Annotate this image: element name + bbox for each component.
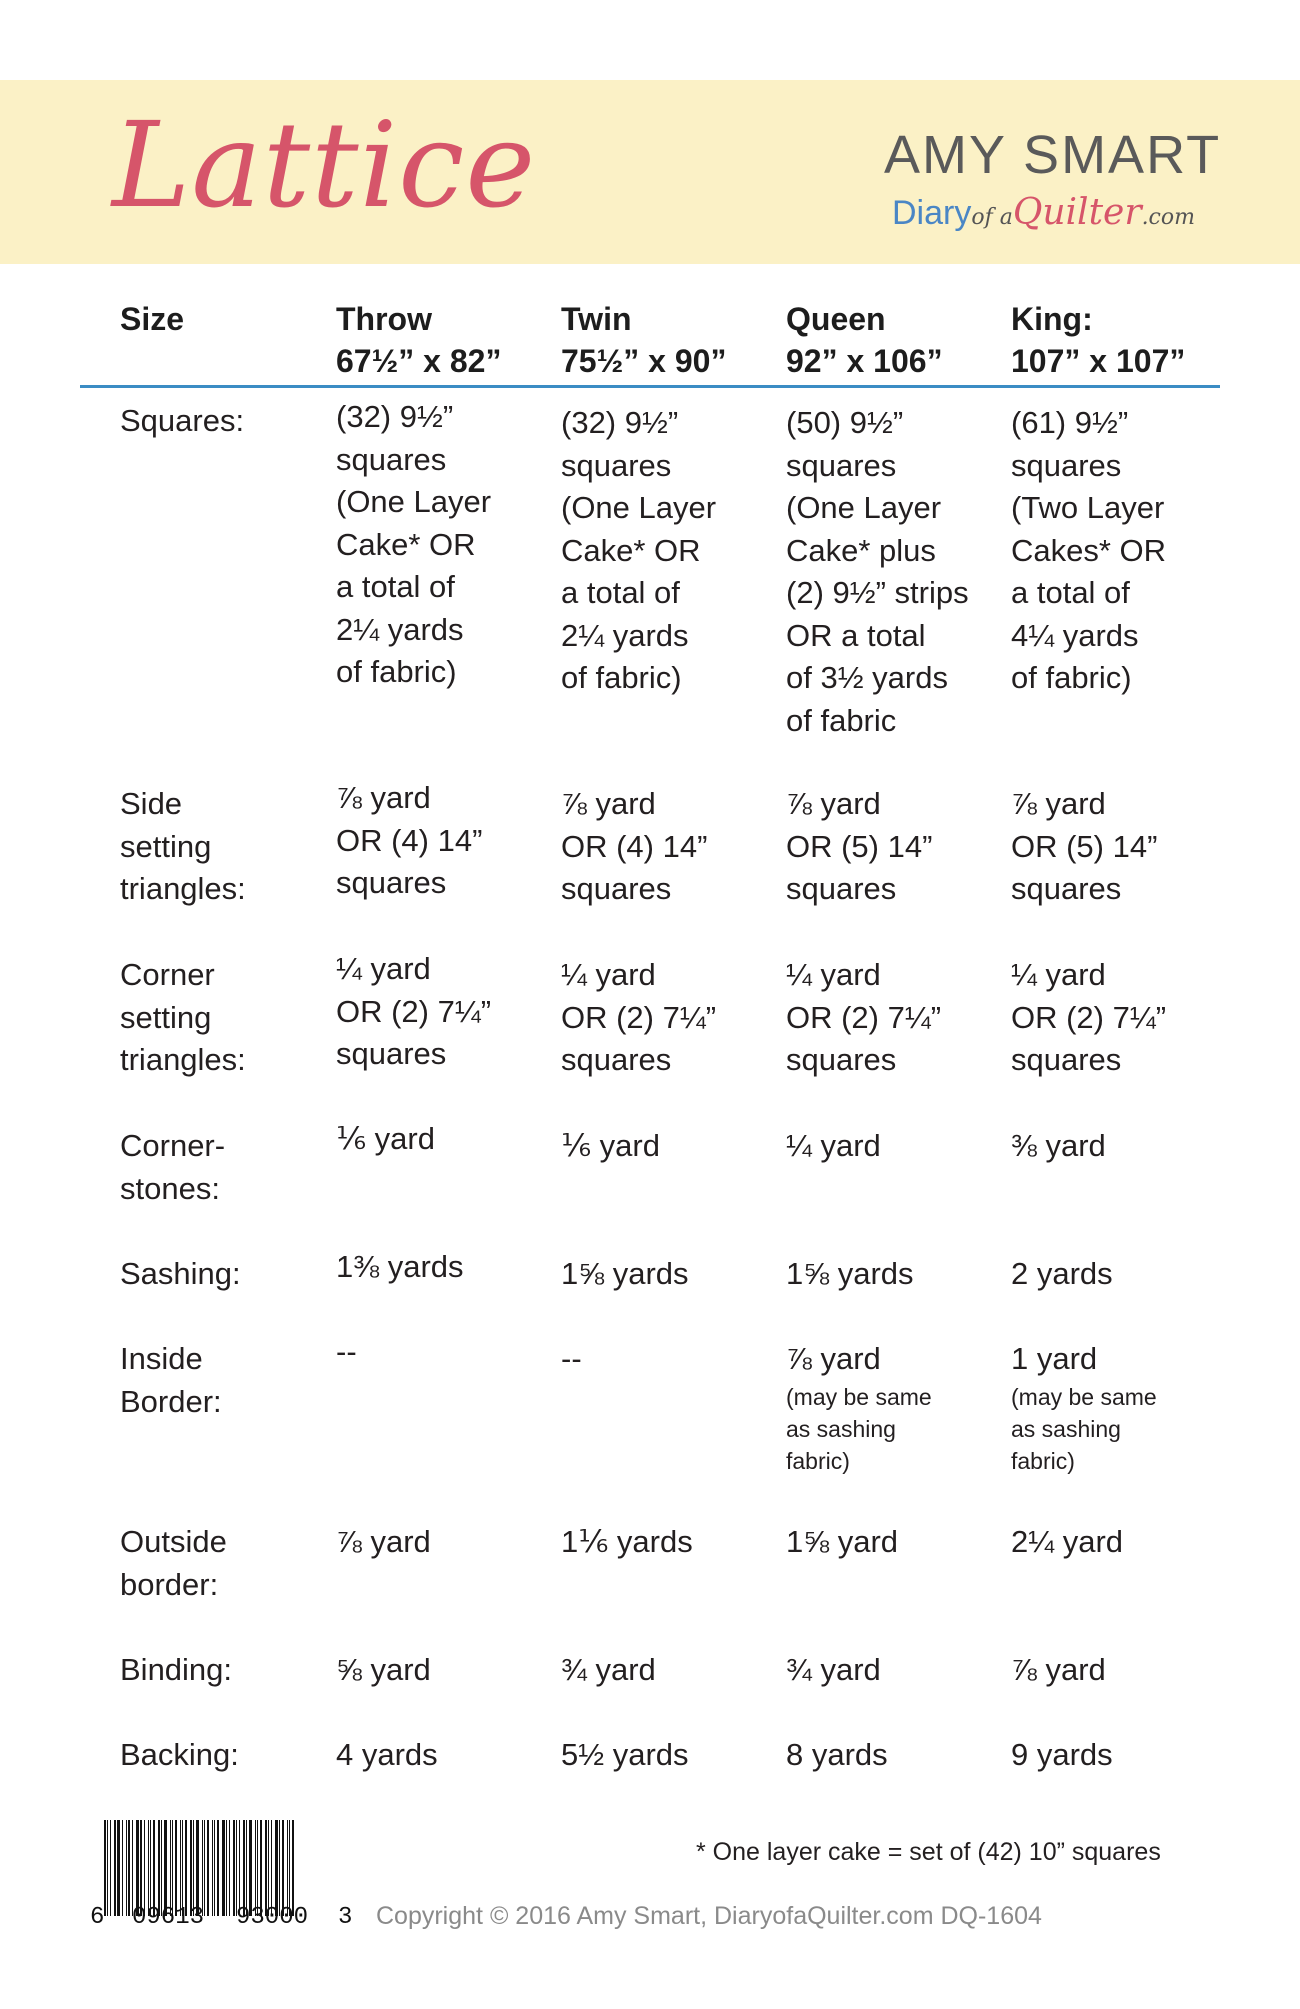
row-label-inside-border: Inside Border: [120,1341,222,1419]
barcode-bar [193,1820,194,1916]
column-name: Throw [336,301,432,337]
barcode-bar [271,1820,272,1916]
row-label-backing: Backing: [120,1737,239,1772]
barcode-bar [229,1820,230,1916]
barcode-bar [172,1820,173,1916]
barcode-bar [239,1820,240,1916]
cell-note: (may be same as sashing fabric) [1011,1383,1157,1474]
column-dims: 92” x 106” [786,343,943,379]
brand-site-ofa: of a [971,205,1013,230]
barcode-bar [182,1820,183,1916]
cell-inside-king [1011,1338,1226,1477]
row-label-corner-setting-triangles: Corner setting triangles: [120,957,246,1077]
cell-backing-queen: 8 yards [786,1737,888,1772]
column-name: Twin [561,301,632,337]
barcode-bar [268,1820,269,1916]
cell-side-throw: ⅞ yard OR (4) 14” squares [336,780,483,900]
cell-squares-throw: (32) 9½” squares (One Layer Cake* OR a total of 2¼ yards of fabric) [336,399,492,689]
brand-site-diary: Diary [892,194,972,232]
barcode-bar [287,1820,288,1916]
barcode-digit-left: 6 [90,1904,105,1931]
barcode-bar [214,1820,215,1916]
cell-side-king: ⅞ yard OR (5) 14” squares [1011,786,1158,906]
size-header: Size [120,301,185,337]
row-label-side-setting-triangles: Side setting triangles: [120,786,246,906]
barcode-bar [265,1820,267,1916]
barcode-bar [282,1820,284,1916]
barcode-bar [217,1820,219,1916]
cell-binding-twin: ¾ yard [561,1652,656,1687]
barcode-bar [260,1820,262,1916]
column-name: Queen [786,301,886,337]
barcode-bar [275,1820,278,1916]
column-dims: 67½” x 82” [336,343,502,379]
barcode-bar [110,1820,111,1916]
barcode-bar [255,1820,256,1916]
barcode-bar [246,1820,247,1916]
barcode-bar [190,1820,192,1916]
cell-squares-king: (61) 9½” squares (Two Layer Cakes* OR a total of 4¼ yards of fabric) [1011,405,1167,695]
column-header-king [1011,298,1185,382]
column-header-throw [336,298,501,382]
barcode-bar [207,1820,209,1916]
barcode-digit-right: 3 [338,1904,353,1931]
barcode-bar [212,1820,213,1916]
barcode-bar [185,1820,187,1916]
cell-value: ⅞ yard [786,1341,881,1376]
brand-site-com: .com [1141,205,1195,230]
cell-outside-throw: ⅞ yard [336,1524,431,1559]
column-header-twin [561,298,726,382]
barcode-bar [153,1820,155,1916]
barcode-bar [257,1820,258,1916]
barcode-bar [202,1820,203,1916]
barcode-bar [122,1820,123,1916]
barcode-bar [158,1820,160,1916]
cell-cornerstones-throw: ⅙ yard [336,1121,435,1156]
barcode-bar [204,1820,205,1916]
row-label-squares: Squares: [120,403,245,438]
cell-note: (may be same as sashing fabric) [786,1383,932,1474]
cell-backing-king: 9 yards [1011,1737,1113,1772]
cell-binding-king: ⅞ yard [1011,1652,1106,1687]
row-label-binding: Binding: [120,1652,233,1687]
barcode-bar [196,1820,199,1916]
barcode-bar [132,1820,133,1916]
cell-corner-king: ¼ yard OR (2) 7¼” squares [1011,957,1167,1077]
barcode-bar [114,1820,116,1916]
barcode-digits-1: 09613 [132,1904,205,1931]
barcode-bar [170,1820,171,1916]
cell-side-twin: ⅞ yard OR (4) 14” squares [561,786,708,906]
cell-corner-twin: ¼ yard OR (2) 7¼” squares [561,957,717,1077]
column-header-queen [786,298,943,382]
column-name: King: [1011,301,1093,337]
cell-inside-throw: -- [336,1334,357,1369]
pattern-title: Lattice [112,96,537,234]
barcode [104,1820,334,1916]
barcode-bar [243,1820,245,1916]
cell-corner-throw: ¼ yard OR (2) 7¼” squares [336,951,492,1071]
cell-inside-queen [786,1338,1001,1477]
barcode-bar [222,1820,225,1916]
barcode-bar [164,1820,167,1916]
cell-sashing-throw: 1⅜ yards [336,1249,464,1284]
barcode-bar [279,1820,280,1916]
barcode-bar [161,1820,162,1916]
cell-outside-king: 2¼ yard [1011,1524,1124,1559]
cell-side-queen: ⅞ yard OR (5) 14” squares [786,786,933,906]
cell-outside-twin: 1⅙ yards [561,1524,693,1559]
barcode-bar [236,1820,237,1916]
barcode-bar [150,1820,151,1916]
cell-binding-throw: ⅝ yard [336,1652,431,1687]
copyright: Copyright © 2016 Amy Smart, DiaryofaQuilter.com DQ-1604 [376,1902,1042,1930]
cell-cornerstones-queen: ¼ yard [786,1128,881,1163]
cell-squares-twin: (32) 9½” squares (One Layer Cake* OR a total of 2¼ yards of fabric) [561,405,717,695]
barcode-bar [148,1820,149,1916]
barcode-bar [226,1820,227,1916]
cell-sashing-king: 2 yards [1011,1256,1113,1291]
cell-outside-queen: 1⅝ yard [786,1524,899,1559]
cell-value: 1 yard [1011,1341,1098,1376]
brand-site-quilter: Quilter [1012,192,1142,233]
brand-name: AMY SMART [884,125,1222,185]
barcode-bar [117,1820,120,1916]
column-dims: 75½” x 90” [561,343,727,379]
cell-sashing-twin: 1⅝ yards [561,1256,689,1291]
cell-corner-queen: ¼ yard OR (2) 7¼” squares [786,957,942,1077]
column-dims: 107” x 107” [1011,343,1186,379]
cell-cornerstones-twin: ⅙ yard [561,1128,660,1163]
barcode-bar [175,1820,177,1916]
cell-sashing-queen: 1⅝ yards [786,1256,914,1291]
cell-squares-queen: (50) 9½” squares (One Layer Cake* plus (2) 9½” strips OR a total of 3½ yards of fabric [786,405,969,738]
cell-backing-twin: 5½ yards [561,1737,689,1772]
barcode-bar [180,1820,181,1916]
row-label-sashing: Sashing: [120,1256,241,1291]
row-label-cornerstones: Corner- stones: [120,1128,226,1206]
header-rule [80,385,1220,388]
barcode-bar [233,1820,235,1916]
barcode-bar [249,1820,252,1916]
barcode-bar [128,1820,130,1916]
cell-inside-twin: -- [561,1341,582,1376]
barcode-bar [144,1820,145,1916]
barcode-bar [292,1820,294,1916]
row-label-outside-border: Outside border: [120,1524,227,1602]
barcode-bar [140,1820,142,1916]
barcode-bar [104,1820,106,1916]
barcode-bar [289,1820,290,1916]
cell-cornerstones-king: ⅜ yard [1011,1128,1106,1163]
barcode-bar [126,1820,127,1916]
barcode-bar [107,1820,108,1916]
barcode-bar [136,1820,139,1916]
layer-cake-footnote: * One layer cake = set of (42) 10” squares [696,1838,1161,1866]
cell-backing-throw: 4 yards [336,1737,438,1772]
cell-binding-queen: ¾ yard [786,1652,881,1687]
barcode-digits-2: 93000 [236,1904,309,1931]
brand-site [892,192,1195,233]
